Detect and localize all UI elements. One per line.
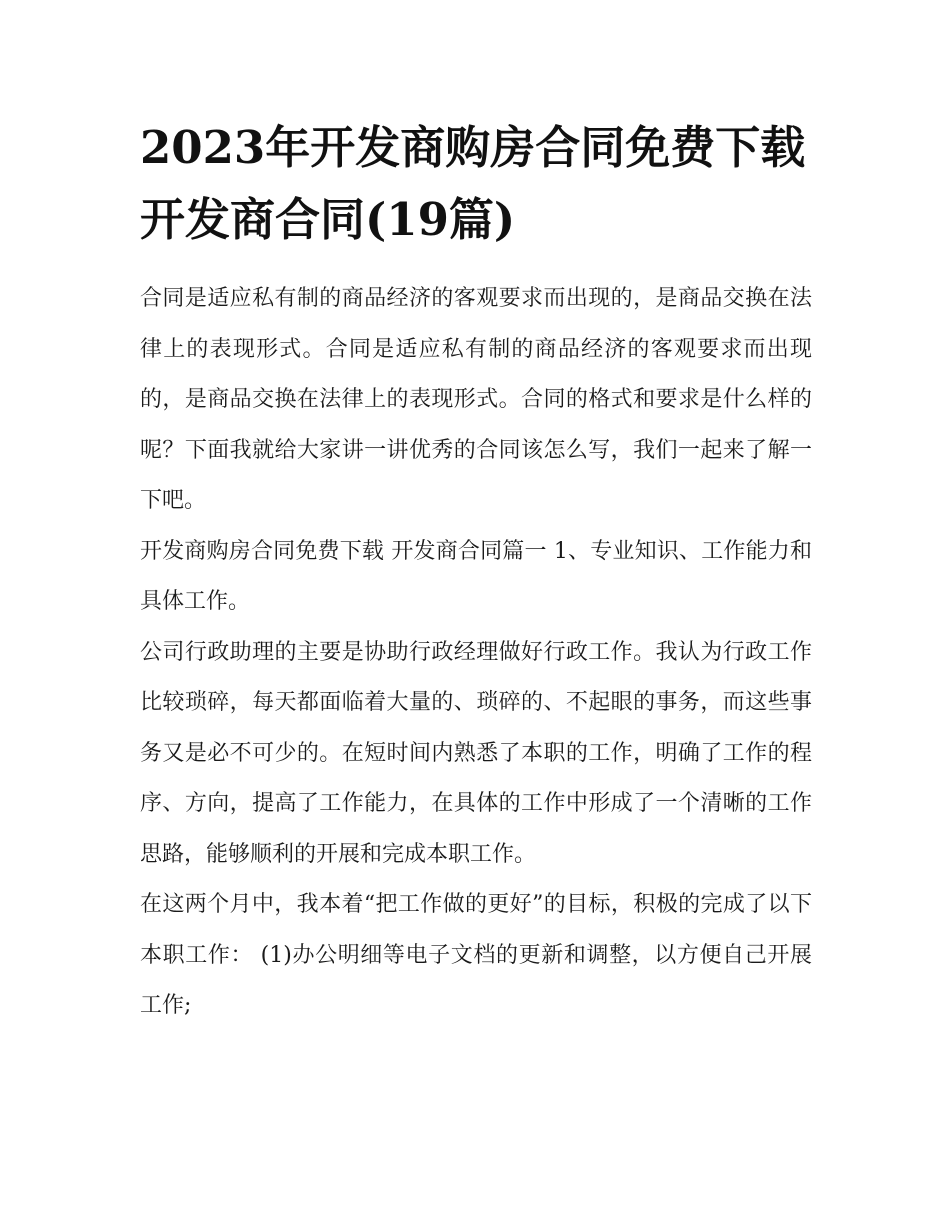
document-title: 2023年开发商购房合同免费下载 开发商合同(19篇) — [140, 121, 806, 246]
paragraph-admin-duties: 公司行政助理的主要是协助行政经理做好行政工作。我认为行政工作比较琐碎，每天都面临着大量的、琐碎的、不起眼的事务，而这些事务又是必不可少的。在短时间内熟悉了本职的工作，明确了工作的程序、方向，提高了工作能力，在具体的工作中形成了一个清晰的工作思路，能够顺利的开展和完成本职工作。 — [140, 639, 812, 867]
paragraph-work-list: 在这两个月中，我本着“把工作做的更好”的目标，积极的完成了以下本职工作： (1)办公明细等电子文档的更新和调整，以方便自己开展工作; — [140, 892, 812, 1018]
paragraph-intro: 合同是适应私有制的商品经济的客观要求而出现的，是商品交换在法律上的表现形式。合同是适应私有制的商品经济的客观要求而出现的，是商品交换在法律上的表现形式。合同的格式和要求是什么样的呢？下面我就给大家讲一讲优秀的合同该怎么写，我们一起来了解一下吧。 — [140, 286, 812, 513]
document-body — [140, 112, 812, 1032]
paragraph-section-heading: 开发商购房合同免费下载 开发商合同篇一 1、专业知识、工作能力和具体工作。 — [140, 538, 812, 614]
